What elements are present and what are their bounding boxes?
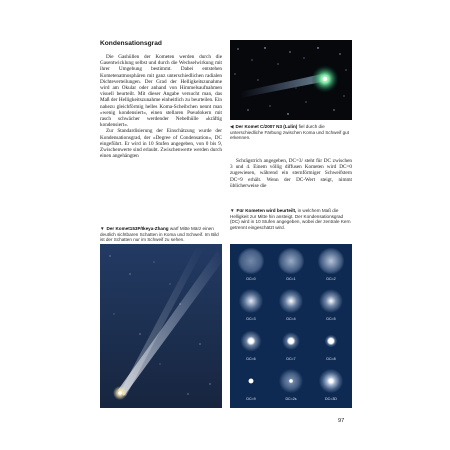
dc-cell <box>311 326 351 366</box>
caption-text: in welchem Maß die Helligkeit zur Mitte hin ansteigt. Der Kondensationsgrad (DC) wird in 10 Stufen angegeben, wobei der zentrale Kern getrennt eingeschätzt wird. <box>230 208 351 230</box>
coma-glow <box>238 248 264 274</box>
caret-down-icon: ▼ <box>230 208 235 213</box>
dc-label: DC=4 <box>286 317 296 321</box>
coma-glow <box>318 248 344 274</box>
comet-ikeya-zhang-photo <box>100 244 222 408</box>
coma-glow <box>319 289 343 313</box>
caption-bold: Der Komet153P/Ikeya-Zhang <box>106 226 169 231</box>
coma-glow <box>239 289 263 313</box>
dc-cell <box>271 246 311 286</box>
caret-down-icon: ▼ <box>100 226 105 231</box>
coma-glow <box>278 248 304 274</box>
dc-label: DC=2 <box>326 277 336 281</box>
comet-lulin-photo <box>230 40 352 120</box>
dc-label: DC=2s <box>285 397 297 401</box>
paragraph: Zur Standardisierung der Einschätzung wurde der Kondensationsgrad, der »Degree of Condensation«, DC eingeführt. Er wird in 10 Stufen angegeben, von 0 bis 9, Zwischenwerte sind erlaubt. Zwischenwerte werden durch einen angehängten <box>100 128 222 160</box>
caption-bold: Der Komet C/2007 N3 (Lulin) <box>235 124 298 129</box>
comet-lulin-illustration <box>230 40 352 120</box>
dc-cell <box>311 366 351 406</box>
caret-left-icon: ◀ <box>230 124 234 129</box>
dc-label: DC=1 <box>286 277 296 281</box>
dc-label: DC=5 <box>326 317 336 321</box>
caption-left <box>100 226 222 243</box>
dc-cell <box>271 286 311 326</box>
dc-scale-panel <box>230 244 352 408</box>
coma-glow <box>325 335 337 347</box>
dc-cell <box>271 326 311 366</box>
caption-text: fiel durch die unterschiedliche Färbung zwischen Koma und Schweif gut erkennen. <box>230 124 349 141</box>
dc-label: DC=8 <box>326 357 336 361</box>
dc-label: DC=7 <box>286 357 296 361</box>
caption-top <box>230 124 352 141</box>
dc-label: DC=3 <box>246 317 256 321</box>
dc-cell <box>231 286 271 326</box>
section-heading: Kondensationsgrad <box>100 40 162 47</box>
page-number: 97 <box>338 418 345 424</box>
caption-text: warf Mitte März einen deutlich sichtbaren Schatten in Koma und Schweif. Im Bild ist der Schatten nur im Schweif zu sehen. <box>100 226 219 243</box>
dc-cell <box>231 326 271 366</box>
dc-cell <box>311 246 351 286</box>
coma-glow <box>319 369 343 393</box>
caption-bold: Für Kometen wird beurteilt, <box>236 208 297 213</box>
dc-cell <box>231 246 271 286</box>
dc-cell <box>311 286 351 326</box>
left-column-text <box>100 54 222 159</box>
dc-label: DC=0 <box>246 277 256 281</box>
comet-ikeya-zhang-illustration <box>100 244 222 408</box>
dc-cell <box>231 366 271 406</box>
paragraph: Schrägstrich angegeben, DC=3/ steht für DC zwischen 3 und 4. Einem völlig diffusen Kometen wird DC=0 zugewiesen, während ein sternförmiger Schweifstern DC=9 erhält. Wenn der DC-Wert steigt, nimmt üblicherweise die <box>230 158 352 189</box>
coma-glow <box>279 369 303 393</box>
coma-glow <box>282 332 300 350</box>
dc-label: DC=6 <box>246 357 256 361</box>
coma-glow <box>279 289 303 313</box>
coma-glow <box>240 330 262 352</box>
dc-label: DC=3D <box>325 397 337 401</box>
right-column-text <box>230 158 352 189</box>
dc-label: DC=9 <box>246 397 256 401</box>
caption-right <box>230 208 352 230</box>
coma-glow <box>249 379 254 384</box>
dc-cell <box>271 366 311 406</box>
paragraph: Die Gashüllen der Kometen werden durch die Gasentwicklung selbst und durch die Wechselwirkung mit ihrer Umgebung bestimmt. Dabei entstehen Kometenatmosphären mit ganz unterschiedlichen radialen Dichteverteilungen. Der Grad der Helligkeitszunahme wird am Okular oder anhand von Himmelsaufnahmen visuell beurteilt. Mit dieser Angabe versucht man, das Maß der Helligkeitszunahme einheitlich zu beurteilen. Ein nahezu gleichförmig helles Koma-Scheibchen nennt man »wenig kondensiert«, einen stellaren Pseudokern mit rasch schwächer werdender Nebelhülle »kräftig kondensiert«. <box>100 54 222 129</box>
